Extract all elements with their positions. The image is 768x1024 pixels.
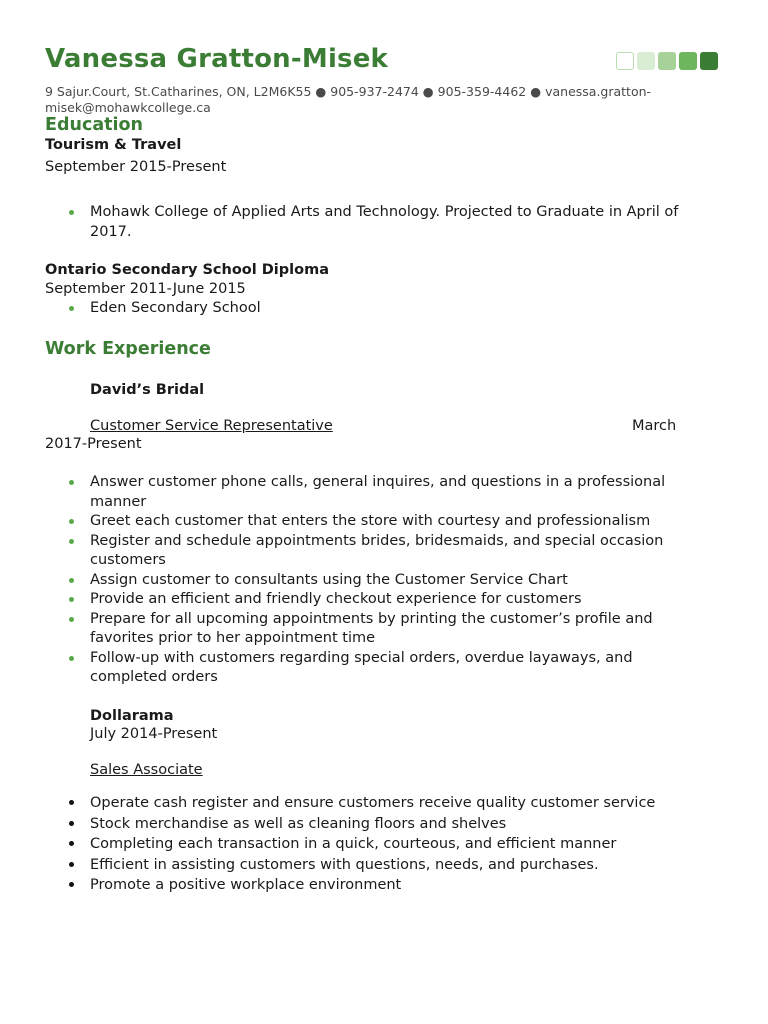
- work-heading: Work Experience: [45, 339, 211, 359]
- education-program-2: Ontario Secondary School Diploma: [45, 262, 329, 278]
- candidate-name: Vanessa Gratton-Misek: [45, 44, 389, 74]
- bullet-icon: [69, 480, 74, 485]
- education-program-1: Tourism & Travel: [45, 137, 182, 153]
- decor-square: [616, 52, 634, 70]
- list-item: Mohawk College of Applied Arts and Technology. Projected to Graduate in April of 2017.: [45, 203, 705, 242]
- decor-square: [658, 52, 676, 70]
- education-heading: Education: [45, 115, 143, 135]
- education-list-2: [45, 299, 705, 319]
- job-duties-2: [45, 793, 705, 896]
- list-item: Register and schedule appointments brides, bridesmaids, and special occasion customers: [45, 532, 705, 571]
- bullet-icon: [69, 882, 74, 887]
- decor-square: [700, 52, 718, 70]
- job-dates-2: July 2014-Present: [90, 726, 218, 742]
- bullet-icon: [69, 862, 74, 867]
- job-dates-1b: 2017-Present: [45, 436, 142, 452]
- list-item: Operate cash register and ensure customers receive quality customer service: [45, 793, 705, 814]
- position-1: Customer Service Representative: [90, 418, 333, 434]
- bullet-icon: [69, 210, 74, 215]
- bullet-icon: [69, 821, 74, 826]
- position-2: Sales Associate: [90, 762, 203, 778]
- education-dates-2: September 2011-June 2015: [45, 281, 246, 297]
- employer-2: Dollarama: [90, 708, 174, 724]
- list-item: Eden Secondary School: [45, 299, 705, 319]
- job-duties-1: [45, 473, 705, 688]
- list-item: Prepare for all upcoming appointments by printing the customer’s profile and favorites prior to her appointment time: [45, 610, 705, 649]
- list-item: Provide an efficient and friendly checkout experience for customers: [45, 590, 705, 610]
- employer-1: David’s Bridal: [90, 382, 205, 398]
- bullet-icon: [69, 578, 74, 583]
- job-dates-1a: March: [632, 418, 677, 434]
- list-item: Promote a positive workplace environment: [45, 875, 705, 896]
- education-list-1: [45, 203, 705, 242]
- bullet-icon: [69, 800, 74, 805]
- list-item: Efficient in assisting customers with questions, needs, and purchases.: [45, 855, 705, 876]
- list-item: Answer customer phone calls, general inquires, and questions in a professional manner: [45, 473, 705, 512]
- list-item: Greet each customer that enters the store with courtesy and professionalism: [45, 512, 705, 532]
- bullet-icon: [69, 841, 74, 846]
- list-item: Assign customer to consultants using the Customer Service Chart: [45, 571, 705, 591]
- list-item: Follow-up with customers regarding special orders, overdue layaways, and completed orders: [45, 649, 705, 688]
- education-dates-1: September 2015-Present: [45, 159, 227, 175]
- contact-info: 9 Sajur.Court, St.Catharines, ON, L2M6K55 ● 905-937-2474 ● 905-359-4462 ● vanessa.gratton-misek@mohawkcollege.ca: [45, 84, 652, 115]
- bullet-icon: [69, 306, 74, 311]
- decorative-squares: [616, 52, 718, 70]
- bullet-icon: [69, 597, 74, 602]
- bullet-icon: [69, 617, 74, 622]
- bullet-icon: [69, 539, 74, 544]
- list-item: Completing each transaction in a quick, courteous, and efficient manner: [45, 834, 705, 855]
- decor-square: [637, 52, 655, 70]
- bullet-icon: [69, 519, 74, 524]
- decor-square: [679, 52, 697, 70]
- list-item: Stock merchandise as well as cleaning floors and shelves: [45, 814, 705, 835]
- bullet-icon: [69, 656, 74, 661]
